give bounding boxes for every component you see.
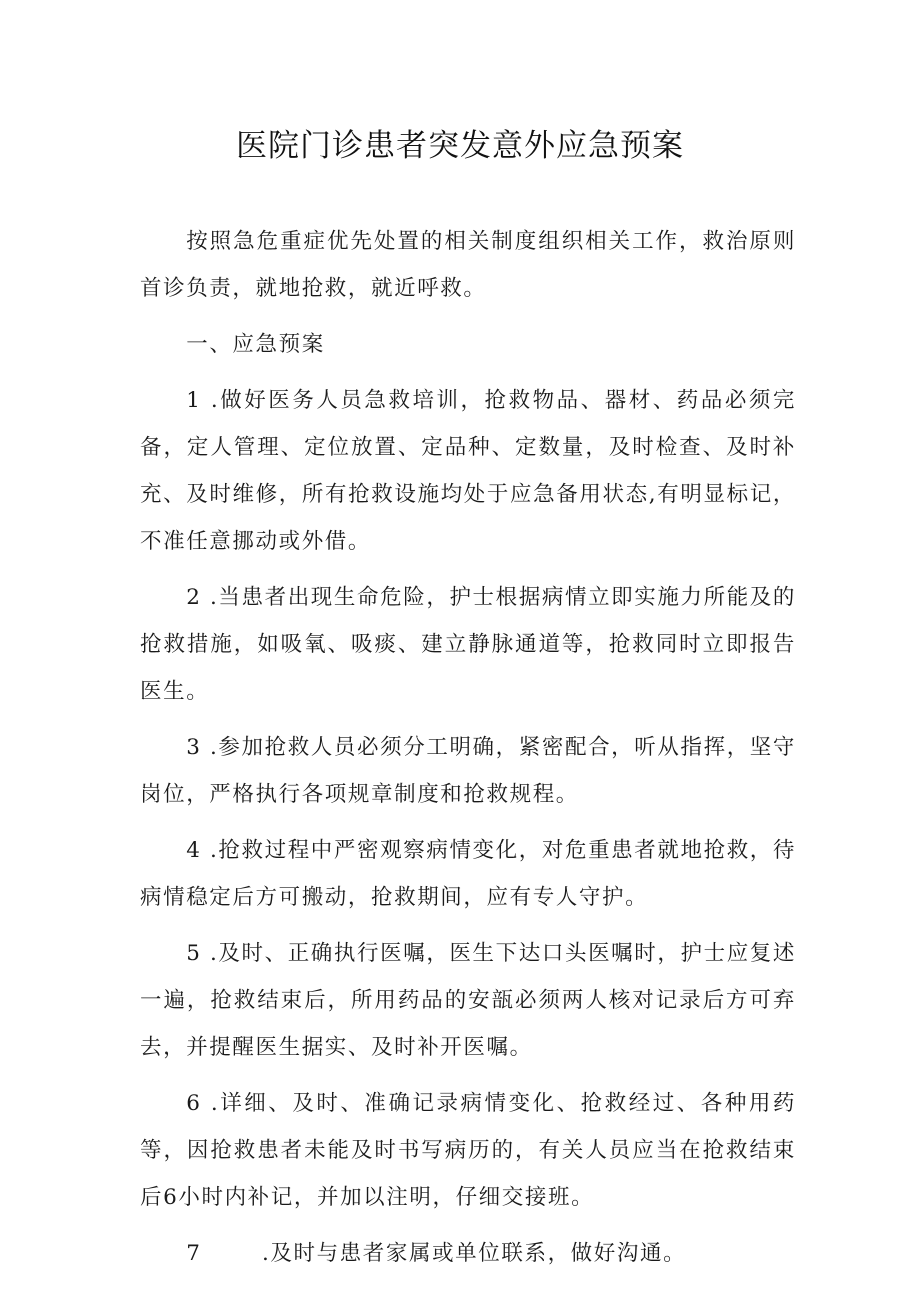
item-text: .抢救过程中严密观察病情变化，对危重患者就地抢救，待病情稳定后方可搬动，抢救期间，应有专人守护。 — [140, 838, 797, 910]
item-text: .及时、正确执行医嘱，医生下达口头医嘱时，护士应复述一遍，抢救结束后，所用药品的安瓿必须两人核对记录后方可弃去，并提醒医生据实、及时补开医嘱。 — [140, 941, 797, 1060]
list-item — [140, 574, 796, 715]
item-text: .做好医务人员急救培训，抢救物品、器材、药品必须完备，定人管理、定位放置、定品种、定数量，及时检查、及时补充、及时维修，所有抢救设施均处于应急备用状态,有明显标记，不准任意挪动或外借。 — [140, 388, 797, 554]
item-number: 4 — [186, 838, 202, 863]
item-number: 2 — [186, 585, 202, 610]
item-text: .参加抢救人员必须分工明确，紧密配合，听从指挥，坚守岗位，严格执行各项规章制度和抢救规程。 — [140, 735, 797, 807]
item-text: .当患者出现生命危险，护士根据病情立即实施力所能及的抢救措施，如吸氧、吸痰、建立静脉通道等，抢救同时立即报告医生。 — [140, 585, 797, 704]
item-number: 3 — [186, 735, 202, 760]
section-heading: 一、应急预案 — [186, 332, 325, 357]
item-text: .详细、及时、准确记录病情变化、抢救经过、各种用药等，因抢救患者未能及时书写病历的，有关人员应当在抢救结束后6小时内补记，并加以注明，仔细交接班。 — [140, 1091, 797, 1210]
list-item — [140, 1230, 796, 1277]
item-number: 6 — [186, 1091, 202, 1116]
item-number: 5 — [186, 941, 202, 966]
item-number: 7 — [186, 1241, 202, 1266]
list-item — [140, 724, 796, 818]
document-body — [140, 218, 796, 1286]
item-text: .及时与患者家属或单位联系，做好沟通。 — [261, 1241, 687, 1266]
item-number: 1 — [186, 388, 202, 413]
list-item — [140, 1080, 796, 1221]
list-item — [140, 827, 796, 921]
intro-paragraph: 按照急危重症优先处置的相关制度组织相关工作，救治原则首诊负责，就地抢救，就近呼救。 — [140, 229, 796, 301]
page-title: 医院门诊患者突发意外应急预案 — [236, 128, 684, 164]
list-item — [140, 377, 796, 565]
list-item — [140, 930, 796, 1071]
